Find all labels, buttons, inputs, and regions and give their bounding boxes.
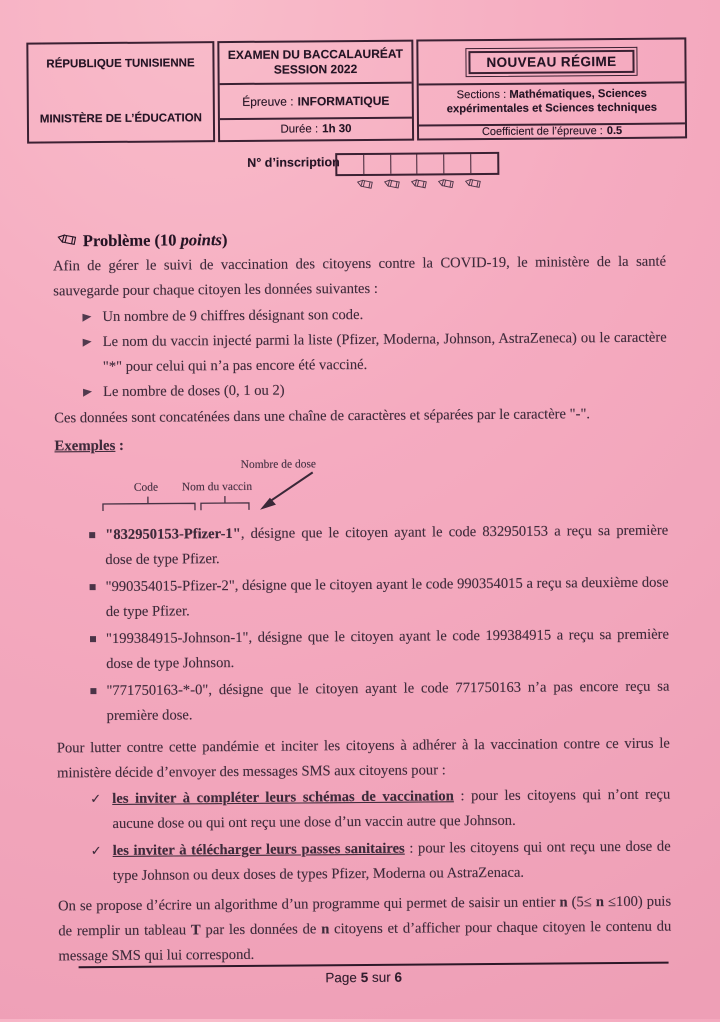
total-pages: 6 (394, 969, 403, 985)
square-bullet-icon (90, 688, 96, 694)
pencil-doodles (355, 176, 480, 195)
list-item: Le nombre de doses (0, 1 ou 2) (83, 376, 667, 406)
sur-label: sur (368, 969, 395, 985)
square-bullet-icon (90, 584, 96, 590)
inscription-area (0, 147, 718, 205)
epreuve-value: INFORMATIQUE (297, 93, 390, 108)
ministry-line: MINISTÈRE DE L’ÉDUCATION (39, 112, 203, 126)
sms-intro-paragraph: Pour lutter contre cette pandémie et inciter les citoyens à adhérer à la vaccination contre ce virus le ministère décide d’envoyer des messages SMS aux citoyens pour : (56, 735, 670, 782)
epreuve-label: Épreuve : (242, 94, 294, 109)
examples-list (88, 519, 670, 730)
action-item: ✓ les inviter à compléter leurs schémas de vaccination : pour les citoyens qui n’ont reçu aucune dose ou qui ont reçu une dose d’un vaccin autre que Johnson. (90, 786, 671, 832)
concat-paragraph: Ces données sont concaténées dans une chaîne de caractères et séparées par le caractère "-". (54, 406, 591, 427)
problem-title: Problème (10 points) (82, 230, 228, 251)
arrowhead-bullet-icon (82, 312, 91, 321)
example-item: "990354015-Pfizer-2", désigne que le citoyen ayant le code 990354015 a reçu sa deuxième dose de type Pfizer. (89, 571, 669, 626)
example-item: "199384915-Johnson-1", désigne que le citoyen ayant le code 199384915 a reçu sa première dose de type Johnson. (89, 623, 669, 678)
inscription-label: N° d’inscription (247, 155, 340, 170)
inscription-box (470, 154, 497, 173)
header-center-cell (217, 40, 414, 143)
page-footer (4, 967, 720, 988)
regime-row (418, 39, 684, 85)
pencil-icon (461, 174, 482, 196)
pencil-icon (407, 175, 428, 197)
inscription-boxes (335, 152, 499, 176)
coefficient-label: Coefficient de l’épreuve : (481, 125, 603, 139)
republic-line: RÉPUBLIQUE TUNISIENNE (46, 57, 195, 71)
check-icon: ✓ (90, 792, 102, 808)
pencil-icon (353, 175, 374, 197)
data-list (82, 301, 667, 406)
inscription-box (444, 154, 471, 173)
diagram-code-label: Code (133, 481, 159, 494)
header-right-cell (416, 37, 687, 140)
coefficient-value: 0.5 (606, 124, 623, 138)
problem-heading (56, 226, 718, 251)
duree-row (220, 119, 412, 141)
closing-paragraph: On se propose d’écrire un algorithme d’un programme qui permet de saisir un entier n (5≤ n ≤100) puis de remplir un tableau T par les données de n citoyens et d’afficher pour chaque citoyen le contenu du message SMS qui lui correspond. (58, 893, 672, 965)
inscription-box (363, 155, 390, 174)
session-line: SESSION 2022 (273, 62, 358, 77)
regime-banner: NOUVEAU RÉGIME (468, 49, 634, 73)
arrowhead-bullet-icon (83, 337, 92, 346)
epreuve-row (220, 84, 412, 121)
duree-label: Durée : (280, 123, 319, 136)
list-item: Un nombre de 9 chiffres désignant son code. (82, 301, 666, 331)
diagram-vaccine-label: Nom du vaccin (181, 480, 253, 494)
pencil-icon (434, 174, 455, 196)
example-item: "832950153-Pfizer-1", désigne que le citoyen ayant le code 832950153 a reçu sa première dose de type Pfizer. (88, 519, 668, 574)
page-label: Page (325, 970, 361, 986)
arrowhead-bullet-icon (83, 387, 92, 396)
pencil-icon (380, 175, 401, 197)
page-number: 5 (360, 969, 369, 986)
sections-row (419, 83, 685, 126)
sections-label: Sections : (456, 88, 507, 102)
inscription-box (417, 154, 444, 173)
diagram-dose-label: Nombre de dose (240, 458, 317, 471)
exam-title-row (219, 42, 411, 86)
header-left-cell (26, 41, 215, 143)
square-bullet-icon (90, 636, 96, 642)
inscription-box (390, 155, 417, 174)
action-item: ✓ les inviter à télécharger leurs passes sanitaires : pour les citoyens qui ont reçu une dose de type Johnson ou deux doses de types Pfizer, Moderna ou AstraZenaca. (90, 838, 671, 884)
sms-actions-list (90, 783, 671, 890)
header-table (26, 37, 687, 143)
exam-title: EXAMEN DU BACCALAURÉAT (227, 46, 404, 63)
examples-heading: Exemples : (54, 437, 125, 455)
check-icon: ✓ (90, 844, 102, 860)
example-annotation-diagram (100, 454, 720, 521)
sections-value: Mathématiques, Sciences expérimentales et Sciences techniques (446, 87, 658, 116)
example-item: "771750163-*-0", désigne que le citoyen ayant le code 771750163 n’a pas encore reçu sa première dose. (89, 675, 669, 730)
coefficient-row (419, 124, 685, 138)
intro-paragraph: Afin de gérer le suivi de vaccination des citoyens contre la COVID-19, le ministère de la santé sauvegarde pour chaque citoyen les données suivantes : (53, 253, 667, 300)
square-bullet-icon (89, 532, 95, 538)
list-item: Le nom du vaccin injecté parmi la liste (Pfizer, Moderna, Johnson, AstraZeneca) ou le caractère "*" pour celui qui n’a pas encore été vacciné. (83, 326, 667, 381)
diagram-annotation-svg (100, 457, 420, 522)
pencil-icon (54, 229, 79, 254)
inscription-box (337, 155, 363, 174)
duree-value: 1h 30 (322, 123, 352, 136)
